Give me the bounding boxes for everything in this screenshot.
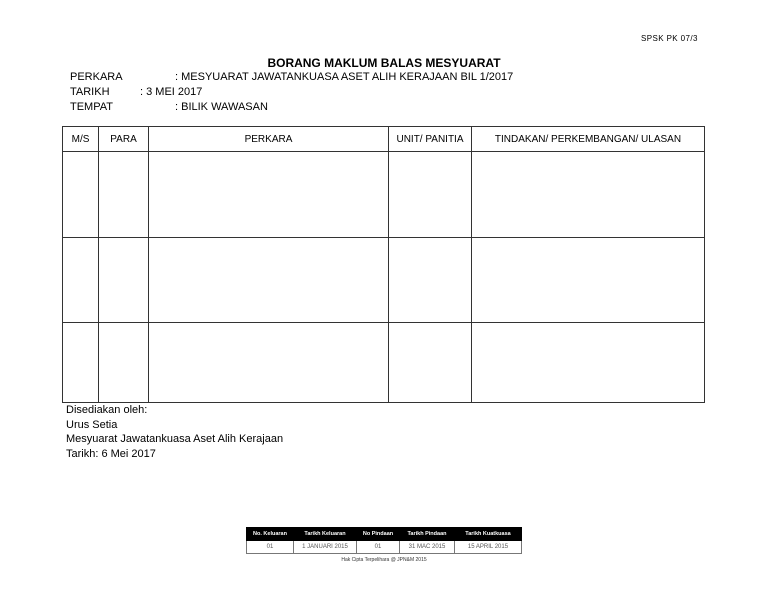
table-cell[interactable] [472, 152, 705, 238]
meta-perkara-value: : MESYUARAT JAWATANKUASA ASET ALIH KERAJAAN BIL 1/2017 [175, 71, 514, 83]
table-cell[interactable] [63, 152, 99, 238]
revision-header: Tarikh Pindaan [400, 528, 455, 541]
table-cell[interactable] [389, 237, 472, 323]
header-para: PARA [99, 127, 149, 152]
table-cell[interactable] [149, 237, 389, 323]
prepared-by-block [66, 403, 283, 461]
table-cell[interactable] [99, 152, 149, 238]
revision-header: Tarikh Kuatkuasa [455, 528, 522, 541]
revision-table [246, 527, 522, 554]
table-row [63, 237, 705, 323]
table-cell[interactable] [472, 237, 705, 323]
revision-value: 15 APRIL 2015 [455, 541, 522, 554]
feedback-table [62, 126, 705, 403]
revision-header-row [247, 528, 522, 541]
table-cell[interactable] [389, 323, 472, 403]
table-cell[interactable] [63, 323, 99, 403]
meta-perkara-label: PERKARA [70, 71, 123, 83]
form-title: BORANG MAKLUM BALAS MESYUARAT [267, 56, 501, 70]
prepared-by-committee: Mesyuarat Jawatankuasa Aset Alih Kerajaan [66, 433, 284, 446]
copyright-notice: Hak Cipta Terpelihara @ JPN&M 2015 [341, 557, 427, 563]
header-ms: M/S [63, 127, 99, 152]
table-header-row [63, 127, 705, 152]
table-cell[interactable] [63, 237, 99, 323]
revision-header: No Pindaan [357, 528, 400, 541]
table-cell[interactable] [389, 152, 472, 238]
header-perkara: PERKARA [149, 127, 389, 152]
table-row [63, 152, 705, 238]
meta-tarikh-label: TARIKH [70, 86, 110, 98]
revision-value-row [247, 541, 522, 554]
table-cell[interactable] [99, 237, 149, 323]
revision-value: 1 JANUARI 2015 [294, 541, 357, 554]
document-code: SPSK PK 07/3 [641, 34, 698, 43]
meta-tempat-value: : BILIK WAWASAN [175, 101, 268, 113]
table-cell[interactable] [99, 323, 149, 403]
table-cell[interactable] [472, 323, 705, 403]
prepared-by-label: Disediakan oleh: [66, 404, 148, 416]
meta-tempat-label: TEMPAT [70, 101, 113, 113]
revision-header: Tarikh Keluaran [294, 528, 357, 541]
revision-header: No. Keluaran [247, 528, 294, 541]
table-row [63, 323, 705, 403]
table-cell[interactable] [149, 152, 389, 238]
header-unit-panitia: UNIT/ PANITIA [389, 127, 472, 152]
prepared-date: Tarikh: 6 Mei 2017 [66, 447, 156, 460]
revision-value: 01 [357, 541, 400, 554]
revision-value: 01 [247, 541, 294, 554]
revision-value: 31 MAC 2015 [400, 541, 455, 554]
table-cell[interactable] [149, 323, 389, 403]
prepared-by-unit: Urus Setia [66, 418, 118, 431]
meta-tarikh-value: : 3 MEI 2017 [140, 86, 203, 98]
header-tindakan: TINDAKAN/ PERKEMBANGAN/ ULASAN [472, 127, 705, 152]
